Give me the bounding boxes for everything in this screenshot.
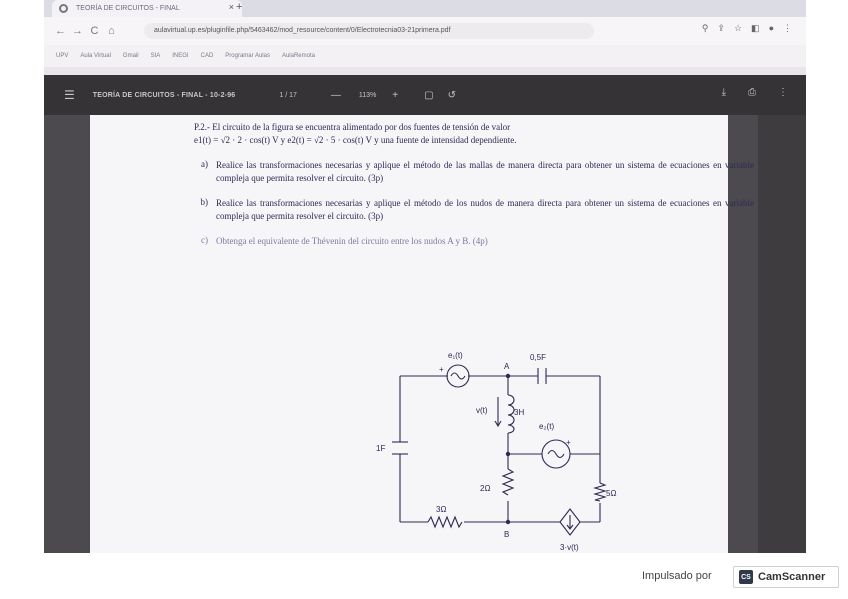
fit-page-icon[interactable]: ▢ — [424, 89, 434, 101]
camscanner-brand: CamScanner — [758, 571, 826, 583]
sine-icon — [548, 451, 564, 458]
bookmark-item[interactable]: SIA — [150, 53, 161, 59]
zoom-out-button[interactable]: — — [330, 89, 341, 101]
pdf-title: TEORÍA DE CIRCUITOS - FINAL - 10-2-96 — [92, 91, 236, 99]
zoom-level[interactable]: 113% — [358, 91, 377, 99]
question-item — [194, 235, 754, 248]
cap-top-label: 0,5F — [530, 353, 547, 362]
toolbar-icons — [702, 23, 792, 34]
inductor-label: 3H — [514, 408, 525, 417]
new-tab-button[interactable]: + — [236, 1, 243, 13]
search-icon[interactable]: ⚲ — [701, 23, 709, 33]
circuit-diagram — [370, 339, 620, 553]
reload-icon[interactable]: C — [90, 25, 99, 37]
home-icon[interactable]: ⌂ — [108, 25, 115, 37]
e2-plus-sign: + — [566, 438, 571, 447]
bookmark-item[interactable]: AulaRemota — [281, 53, 315, 59]
download-icon[interactable]: ⤓ — [721, 87, 726, 98]
bookmark-item[interactable]: Programar Aulas — [225, 53, 270, 59]
bookmarks-bar — [44, 45, 806, 67]
camscanner-logo-icon: CS — [739, 570, 753, 584]
question-text: Realice las transformaciones necesarias y aplique el método de las mallas de manera directa para obtener un sistema de ecuaciones en variable compleja que permita resolver el circuito. (3p) — [216, 160, 754, 183]
cap-left-label: 1F — [376, 444, 386, 453]
pdf-toolbar — [44, 75, 806, 115]
url-field[interactable]: aulavirtual.up.es/pluginfile.php/5463462/mod_resource/content/0/Electrotecnia03-21primera.pdf — [144, 23, 594, 39]
bookmark-item[interactable]: Gmail — [122, 53, 139, 59]
share-icon[interactable]: ⇪ — [717, 23, 725, 33]
browser-tab-bar — [44, 0, 806, 17]
browser-menu-icon[interactable]: ⋮ — [783, 23, 792, 33]
powered-by-text: Impulsado por — [642, 570, 712, 582]
browser-tab[interactable] — [52, 0, 242, 17]
back-arrow-icon[interactable]: ← — [55, 25, 66, 37]
problem-sources: e1(t) = √2 · 2 · cos(t) V y e2(t) = √2 · 5 · cos(t) V y una fuente de intensidad dependiente. — [194, 135, 517, 145]
bookmark-item[interactable]: CAD — [200, 53, 214, 59]
zoom-in-button[interactable]: + — [392, 89, 399, 101]
voltage-label: v(t) — [476, 406, 488, 415]
camscanner-badge — [733, 566, 839, 588]
extensions-icon[interactable]: ◧ — [751, 23, 760, 33]
e1-plus-sign: + — [439, 365, 444, 374]
forward-arrow-icon[interactable]: → — [72, 25, 83, 37]
problem-statement — [194, 121, 754, 248]
star-icon[interactable]: ☆ — [733, 23, 743, 33]
r-mid-label: 2Ω — [480, 484, 491, 493]
resistor-3ohm — [428, 517, 462, 527]
viewer-scrollbar[interactable] — [758, 115, 806, 553]
resistor-2ohm — [503, 469, 513, 495]
profile-icon[interactable]: ● — [768, 23, 774, 33]
rotate-icon[interactable]: ↺ — [447, 89, 456, 101]
question-item — [194, 159, 754, 185]
print-icon[interactable]: ⎙ — [748, 87, 756, 98]
photographed-screen — [44, 0, 806, 553]
sine-icon — [451, 373, 465, 379]
e2-label: e₂(t) — [539, 422, 555, 431]
node-dot — [506, 452, 510, 456]
question-item — [194, 197, 754, 223]
tab-title: TEORÍA DE CIRCUITOS - FINAL — [76, 5, 180, 12]
question-label: c) — [201, 235, 208, 245]
tab-favicon-icon — [59, 4, 68, 13]
pdf-more-icon[interactable]: ⋮ — [778, 87, 788, 98]
pdf-page-indicator[interactable]: 1 / 17 — [279, 91, 297, 99]
resistor-5ohm — [595, 483, 605, 501]
node-a-label: A — [504, 362, 510, 371]
problem-title: P.2.- El circuito de la figura se encuentra alimentado por dos fuentes de tensión de valor — [194, 122, 511, 132]
bookmark-item[interactable]: Aula Virtual — [80, 53, 111, 59]
node-b-dot — [506, 520, 510, 524]
r-left-label: 3Ω — [436, 505, 447, 514]
e1-label: e₁(t) — [448, 351, 463, 360]
r-right-label: 5Ω — [606, 489, 617, 498]
pdf-viewer — [44, 115, 806, 553]
bookmark-item[interactable]: UPV — [56, 53, 69, 59]
question-text: Realice las transformaciones necesarias y aplique el método de los nudos de manera directa para obtener un sistema de ecuaciones en variable compleja que permita resolver el circuito. (3p) — [216, 198, 754, 221]
node-a-dot — [506, 374, 510, 378]
pdf-menu-icon[interactable]: ☰ — [64, 88, 75, 102]
bookmark-item[interactable]: INEGI — [172, 53, 189, 59]
question-label: b) — [200, 197, 208, 207]
question-label: a) — [201, 159, 208, 169]
address-bar-row — [44, 17, 806, 45]
tab-close-icon[interactable]: × — [228, 2, 234, 12]
dep-source-label: 3·v(t) — [560, 543, 579, 552]
node-b-label: B — [504, 530, 510, 539]
question-text: Obtenga el equivalente de Thévenin del circuito entre los nudos A y B. (4p) — [216, 236, 488, 246]
pdf-page — [90, 115, 754, 553]
